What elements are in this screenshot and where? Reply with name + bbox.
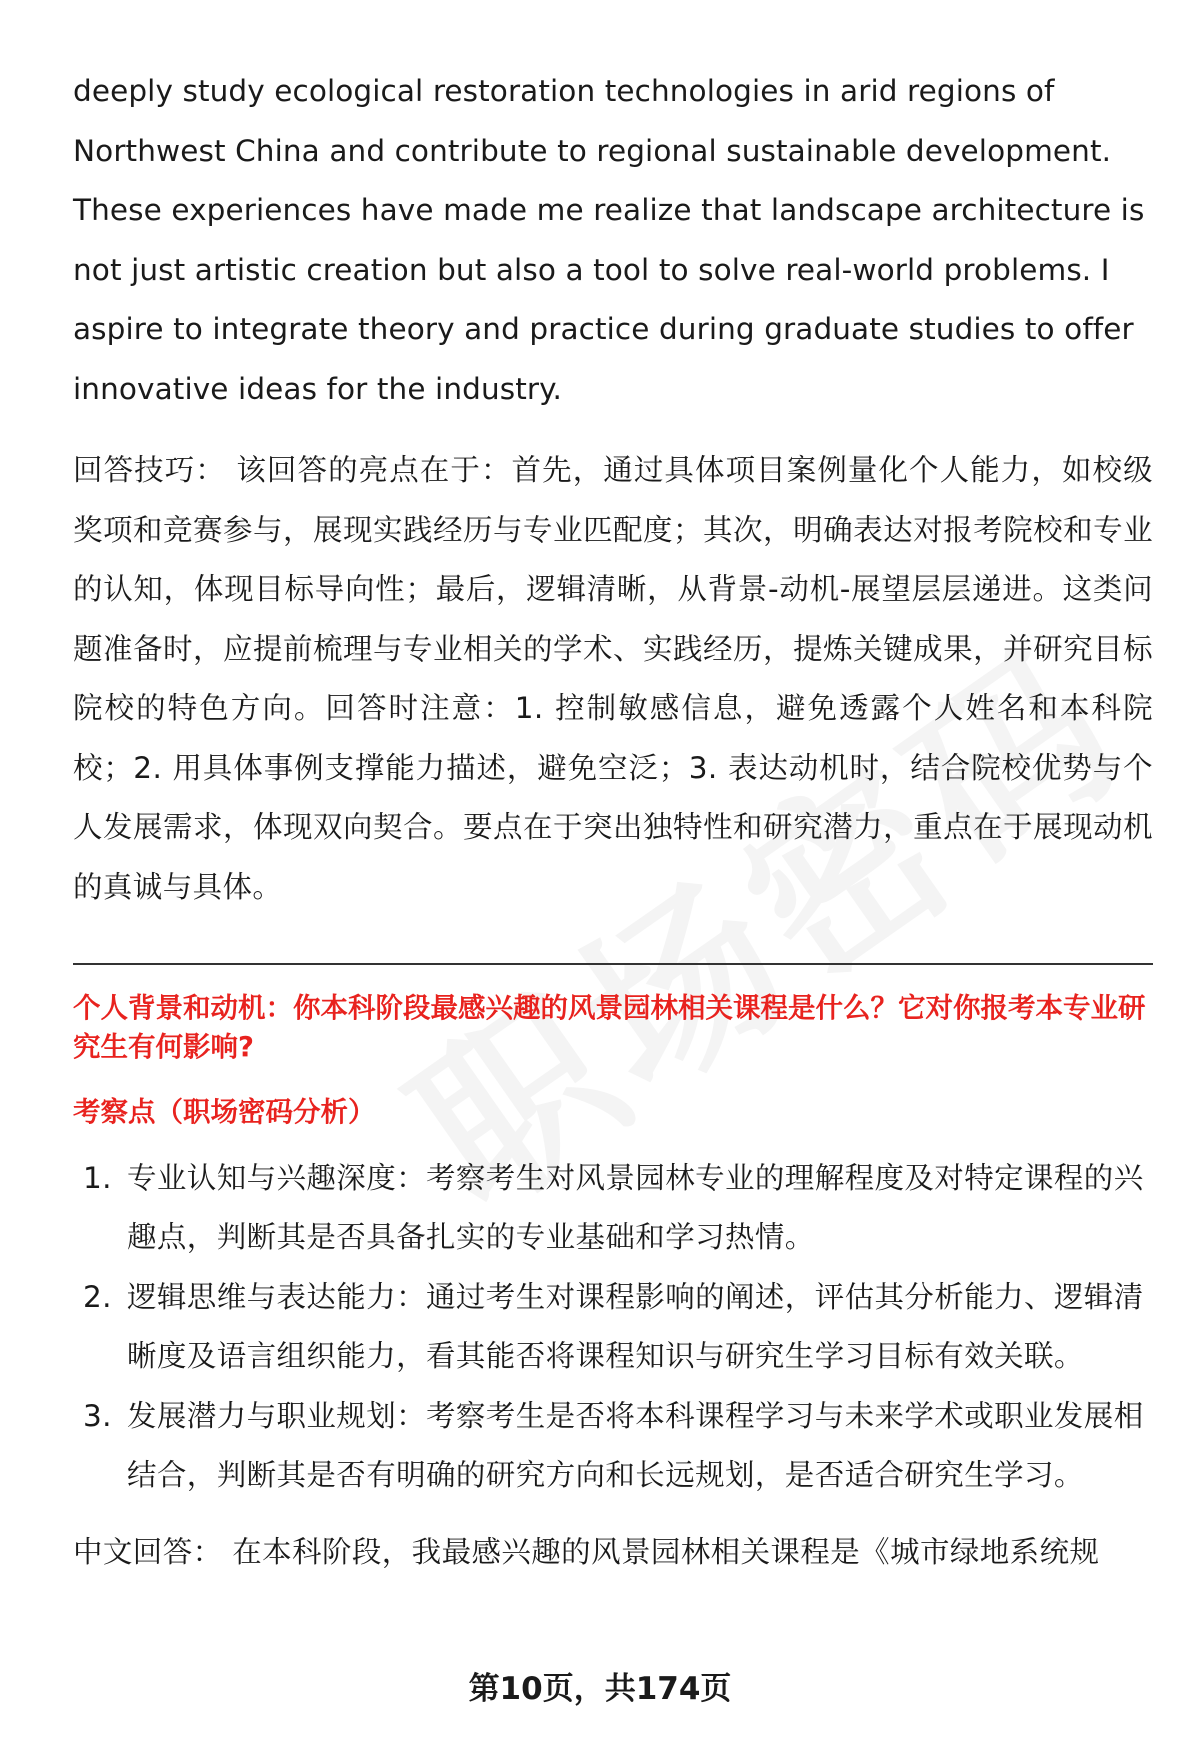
assessment-points-list (73, 1149, 1153, 1506)
list-item (73, 1268, 1153, 1387)
list-item (73, 1149, 1153, 1268)
list-item-text: 逻辑思维与表达能力：通过考生对课程影响的阐述，评估其分析能力、逻辑清晰度及语言组织能力，看其能否将课程知识与研究生学习目标有效关联。 (127, 1279, 1144, 1373)
english-paragraph: deeply study ecological restoration technologies in arid regions of Northwest China and contribute to regional sustainable development. These experiences have made me realize that landscape architecture is not just artistic creation but also a tool to solve real-world problems. I aspire to integrate theory and practice during graduate studies to offer innovative ideas for the industry. (73, 74, 1145, 406)
list-item-text: 专业认知与兴趣深度：考察考生对风景园林专业的理解程度及对特定课程的兴趣点，判断其是否具备扎实的专业基础和学习热情。 (127, 1160, 1144, 1254)
list-item-number: 1. (83, 1160, 112, 1195)
list-item-number: 2. (83, 1279, 112, 1314)
page-content (73, 62, 1153, 1582)
question-heading: 个人背景和动机：你本科阶段最感兴趣的风景园林相关课程是什么？它对你报考本专业研究生有何影响? (73, 991, 1146, 1063)
list-item-number: 3. (83, 1398, 112, 1433)
chinese-answer-paragraph: 中文回答： 在本科阶段，我最感兴趣的风景园林相关课程是《城市绿地系统规 (73, 1534, 1100, 1569)
assessment-points-heading: 考察点（职场密码分析） (73, 1095, 376, 1128)
section-divider (73, 963, 1153, 965)
list-item-text: 发展潜力与职业规划：考察考生是否将本科课程学习与未来学术或职业发展相结合，判断其是否有明确的研究方向和长远规划，是否适合研究生学习。 (127, 1398, 1144, 1492)
page-number-footer: 第10页，共174页 (468, 1671, 732, 1707)
list-item (73, 1387, 1153, 1506)
answer-tips-paragraph: 回答技巧： 该回答的亮点在于：首先，通过具体项目案例量化个人能力，如校级奖项和竞赛参与，展现实践经历与专业匹配度；其次，明确表达对报考院校和专业的认知，体现目标导向性；最后，逻辑清晰，从背景-动机-展望层层递进。这类问题准备时，应提前梳理与专业相关的学术、实践经历，提炼关键成果，并研究目标院校的特色方向。回答时注意：1. 控制敏感信息，避免透露个人姓名和本科院校；2. 用具体事例支撑能力描述，避免空泛；3. 表达动机时，结合院校优势与个人发展需求，体现双向契合。要点在于突出独特性和研究潜力，重点在于展现动机的真诚与具体。 (73, 453, 1153, 904)
